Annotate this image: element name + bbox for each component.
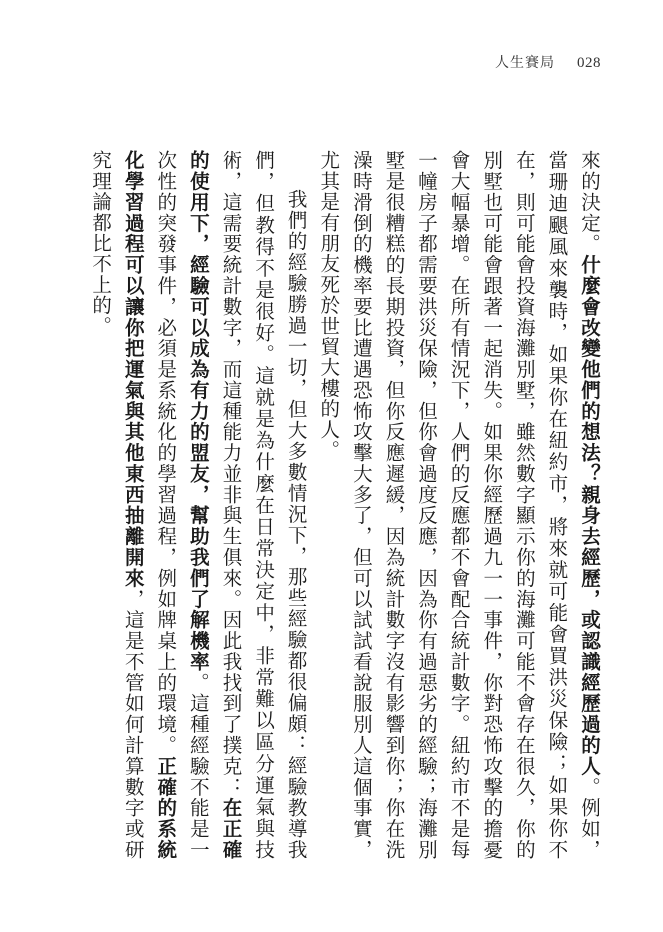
running-header	[495, 52, 601, 72]
book-title: 人生賽局	[495, 55, 555, 71]
text-segment: ，這是不管如何計算數字或研究理論都比不上的。	[89, 150, 145, 860]
paragraph-1	[312, 150, 605, 860]
bold-text-segment: 在正確的使用下，經驗可以成為有力的盟友，幫助我們了解機率	[186, 150, 243, 860]
page-number: 028	[577, 55, 601, 71]
bold-text-segment: 什麼會改變他們的想法？親身去經歷，或認識經歷過的人	[578, 254, 601, 777]
paragraph-2	[84, 150, 312, 860]
body-text	[89, 150, 605, 860]
text-segment: 來的決定。	[578, 150, 601, 255]
bold-text-segment: 正確的系統化學習過程可以讓你把運氣與其他東西抽離開來	[121, 150, 178, 860]
text-segment: 。這種經驗不能是一次性的突發事件，必須是系統化的學習過程，例如牌桌上的環境。	[154, 150, 210, 860]
text-segment: 。例如，當珊迪颶風來襲時，如果你在紐約市，將來就可能會買洪災保險；如果你不在，則可能會投資海灘別墅，雖然數字顯示你的海灘可能不會存在很久，你的別墅也可能會跟著一起消失。如果你經歷過九一一事件，你對恐怖攻擊的擔憂會大幅暴增。在所有情況下，人們的反應都不會配合統計數字。紐約市不是每一幢房子都需要洪災保險，但你會過度反應，因為你有過惡劣的經驗；海灘別墅是很糟糕的長期投資，但你反應遲緩，因為統計數字沒有影響到你；你在洗澡時滑倒的機率要比遭遇恐怖攻擊大多了，但可以試試看說服別人這個事實，尤其是有朋友死於世貿大樓的人。	[317, 150, 601, 860]
text-segment: 我們的經驗勝過一切，但大多數情況下，那些經驗都很偏頗：經驗教導我們，但教得不是很好。這就是為什麼在日常決定中，非常難以區分運氣與技術，這需要統計數字，而這種能力並非與生俱來。因此我找到了撲克：	[219, 150, 308, 860]
